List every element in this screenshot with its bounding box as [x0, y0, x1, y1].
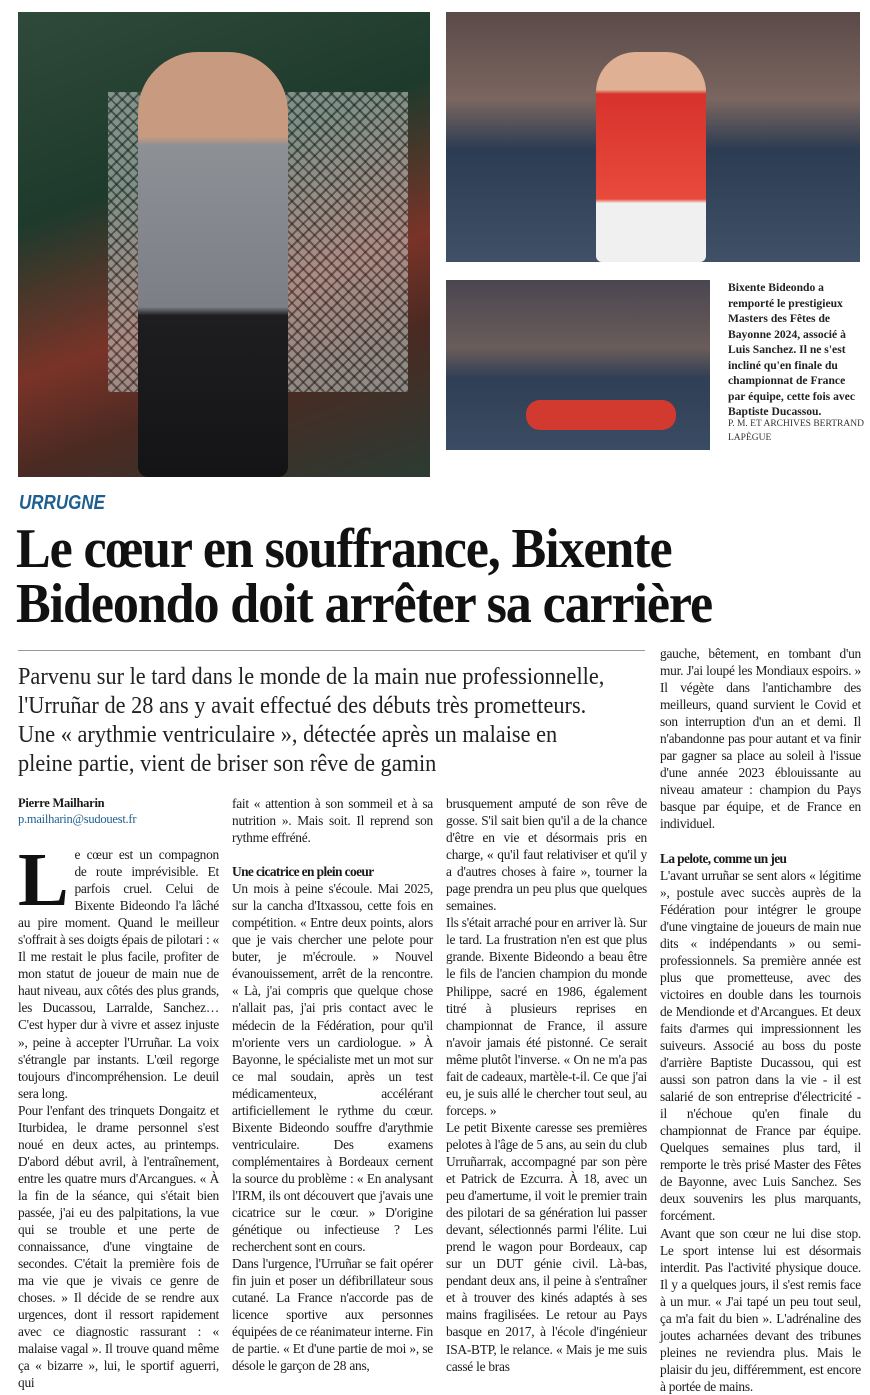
subheading: Une cicatrice en plein coeur	[232, 864, 374, 880]
player-figure	[138, 52, 288, 477]
lead-paragraph: Parvenu sur le tard dans le monde de la main nue professionnelle, l'Urruñar de 28 ans y avait effectué des débuts très prometteurs. Une « arythmie ventriculaire », détectée après un malaise en pleine partie, vient de briser son rêve de gamin	[18, 664, 605, 777]
fallen-player-figure	[526, 400, 676, 430]
photo-portrait	[18, 12, 430, 477]
author-name: Pierre Mailharin	[18, 796, 105, 810]
column-2	[232, 795, 433, 1375]
headline-line-2: Bideondo doit arrêter sa carrière	[16, 573, 712, 635]
paragraph: Un mois à peine s'écoule. Mai 2025, sur la cancha d'Itxassou, cette fois en compétition. « Entre deux points, alors que je vais chercher une pelote pour buter, je m'écroule. » Nouvel évanouissement, arrêt de la rencontre. « Là, j'ai compris que quelque chose n'allait pas, j'ai pris contact avec le médecin de la Fédération, pour qu'il m'oriente vers un cardiologue. » À Bayonne, le spécialiste met un mot sur ce mal soudain, après un test médicamenteux, accélérant artificiellement le rythme du cœur. Bixente Bideondo souffre d'arythmie ventriculaire. Des examens complémentaires à Bordeaux cernent la source du problème : « En analysant l'IRM, ils ont découvert que j'avais une cicatrice sur le cœur. » D'origine génétique ou infectieuse ? Les recherchent sont en cours.	[232, 881, 433, 1255]
paragraph: gauche, bêtement, en tombant d'un mur. J'ai loupé les Mondiaux espoirs. » Il végète dans l'antichambre des meilleurs, quand survient le Covid et son interruption d'un an et demi. Il n'abandonne pas pour autant et va finir par gagner sa place au soleil à l'issue d'une année 2023 éblouissante au niveau amateur : champion du Pays basque par équipe, et de France en individuel.	[660, 646, 861, 832]
paragraph: Avant que son cœur ne lui dise stop. Le sport intense lui est désormais interdit. Pas l'activité physique douce. Il y a quelques jours, il s'est remis face à un mur. « J'ai tapé un peu tout seul, ça m'a fait du bien ». L'adrénaline des joutes acharnées devant des tribunes pleines ne reviendra plus. Mais le plaisir du jeu, différemment, est encore à portée de mains.	[660, 1225, 861, 1394]
paragraph: fait « attention à son sommeil et à sa nutrition ». Mais soit. Il reprend son rythme effréné.	[232, 796, 433, 846]
column-3	[446, 795, 647, 1375]
kicker-location: URRUGNE	[19, 492, 105, 514]
paragraph: L'avant urruñar se sent alors « légitime », postule avec succès auprès de la Fédération pour intégrer le groupe d'une vingtaine de joueurs de main nue dits « indépendants » ou semi-professionnels. Sa première année est plus que prometteuse, avec des victoires en double dans les tournois de Mendionde et d'Arcangues. Et deux faits d'armes qui impressionnent les suiveurs. Associé au boss du poste d'arrière Baptiste Ducassou, qui est aussi son patron dans la vie - il est salarié de son entreprise d'électricité - il n'échoue qu'en finale du championnat de France par équipe. Quelques semaines plus tard, il remporte le très prisé Master des Fêtes de Bayonne, avec Luis Sanchez. Ses deux souvenirs les plus marquants, forcément.	[660, 867, 861, 1224]
photo-credit: P. M. ET ARCHIVES BERTRAND LAPÈGUE	[728, 419, 864, 443]
author-email-link[interactable]: p.mailharin@sudouest.fr	[18, 812, 137, 826]
paragraph: brusquement amputé de son rêve de gosse. S'il sait bien qu'il a de la chance d'être en vie et désormais pris en charge, « qu'il faut relativiser et qu'il y a d'autres choses à faire », tourner la page prendra un peu plus que quelques semaines.	[446, 796, 647, 914]
subheading: La pelote, comme un jeu	[660, 850, 787, 866]
drop-cap: L	[18, 838, 69, 922]
paragraph: Dans l'urgence, l'Urruñar se fait opérer fin juin et poser un défibrillateur sous cutané. La France n'accorde pas de licence sportive aux personnes équipées de ce réanimateur interne. Fin de partie. « Et d'une partie de moi », se désole le garçon de 28 ans,	[232, 1256, 433, 1374]
paragraph: Le cœur est un compagnon de route imprévisible. Et parfois cruel. Celui de Bixente Bideondo l'a lâché au pire moment. Quand le meilleur s'offrait à ses doigts épais de pilotari : « Il me restait le plus facile, profiter de mon statut de joueur de main nue de haut niveau, aux côtés des plus grands, les Ducassou, Larralde, Sanchez… C'est hyper dur à vivre et assez injuste », peine à accepter l'Urruñar. La voix s'étrangle par instants. L'œil regorge toujours d'incompréhension. Le deuil sera long.	[18, 838, 219, 1101]
photo-action	[446, 12, 860, 262]
column-1	[18, 795, 219, 1392]
photo-caption: Bixente Bideondo a remporté le prestigieux Masters des Fêtes de Bayonne 2024, associé à Luis Sanchez. Il ne s'est incliné qu'en finale du championnat de France par équipe, cette fois avec Baptiste Ducassou.	[728, 281, 855, 418]
photo-collapse	[446, 280, 710, 450]
paragraph: Le petit Bixente caresse ses premières pelotes à l'âge de 5 ans, au sein du club Urruñarrak, accompagné par son père et Patrick de Ezcurra. À 18, avec un peu d'amertume, il voit le premier train des pilotari de sa génération lui passer devant, sélectionnés parmi l'élite. Lui prend le wagon pour Bordeaux, cap sur un DUT génie civil. Là-bas, pendant deux ans, il peine à s'entraîner et à trouver des kinés adaptés à ses mains fragilisées. Le retour au Pays basque en 2017, à l'école d'ingénieur ISA-BTP, le relance. « Mais je me suis cassé le bras	[446, 1119, 647, 1374]
column-4	[660, 645, 861, 1395]
divider	[18, 650, 645, 651]
paragraph: Ils s'était arraché pour en arriver là. Sur le tard. La frustration n'en est que plus grande. Bixente Bideondo a beau être le fils de l'ancien champion du monde Philippe, sacré en 1986, également titré à plusieurs reprises en championnat de France, il assure n'avoir jamais été pistonné. Ce serait même plutôt l'inverse. « On ne m'a pas fait de cadeaux, martèle-t-il. Ce que j'ai eu, je suis allé le chercher tout seul, au forceps. »	[446, 915, 647, 1118]
headline-line-1: Le cœur en souffrance, Bixente	[16, 518, 672, 580]
player-figure	[596, 52, 706, 262]
paragraph: Pour l'enfant des trinquets Dongaitz et Iturbidea, le drame personnel s'est noué en deux actes, au printemps. D'abord début avril, à l'entraînement, entre les quatre murs d'Arcangues. « À la fin de la séance, qui s'était bien passée, j'ai eu des palpitations, la vue qui se trouble et une perte de connaissance, d'une vingtaine de secondes. C'était la première fois de ma vie que je vivais ce genre de choses. » Il décide de se rendre aux urgences, dont il ressort rapidement avec ce diagnostic rassurant : « malaise vagal ». Il trouve quand même ça « bizarre », lui, le sportif aguerri, qui	[18, 1102, 219, 1391]
